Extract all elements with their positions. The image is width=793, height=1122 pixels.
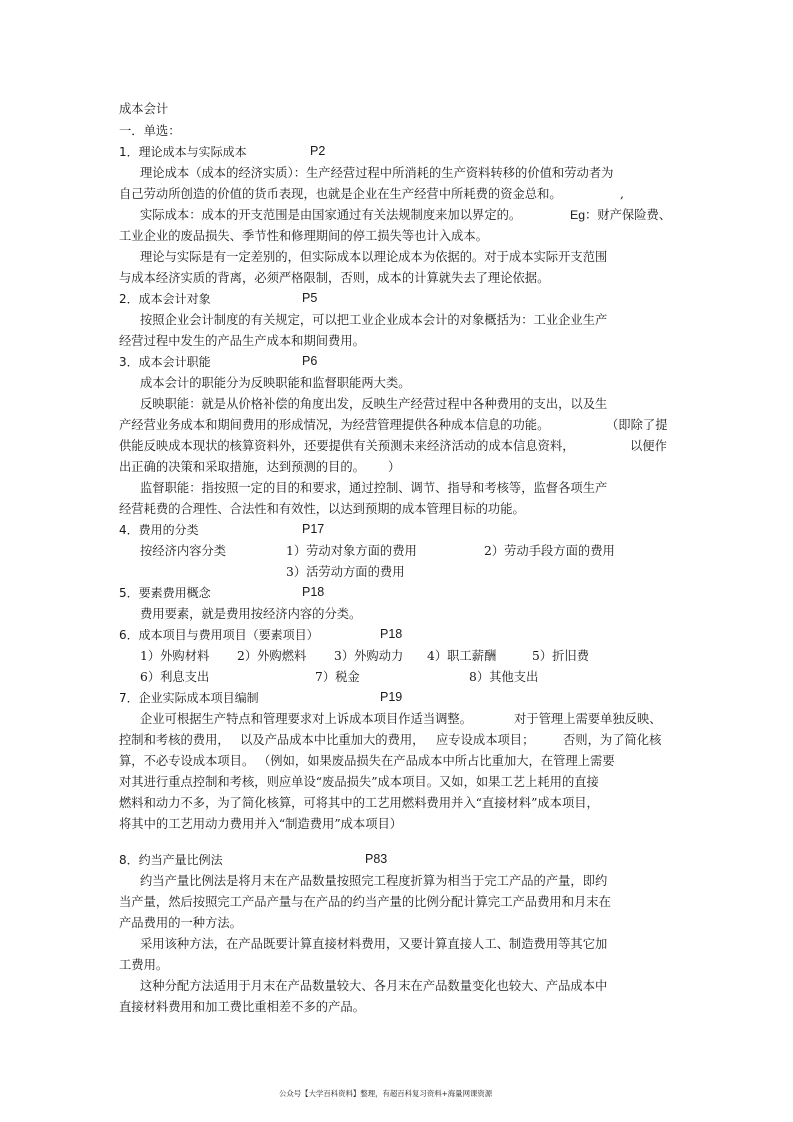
paragraph-line: 出正确的决策和采取措施，达到预测的目的。 — [119, 460, 365, 474]
item-heading: 6．成本项目与费用项目（要素项目） — [119, 628, 319, 642]
paragraph-line: 将其中的工艺用动力费用并入“制造费用”成本项目） — [119, 817, 403, 831]
paragraph-line: 自己劳动所创造的价值的货币表现，也就是企业在生产经营中所耗费的资金总和。 — [119, 187, 562, 201]
list-option: 6）利息支出 — [140, 670, 210, 684]
paragraph-line: 经营过程中发生的产品生产成本和期间费用。 — [119, 334, 365, 348]
list-option: 7）税金 — [315, 670, 360, 684]
page-ref: P6 — [302, 354, 318, 368]
item-heading: 2．成本会计对象 — [119, 292, 211, 306]
paragraph-line: 理论与实际是有一定差别的，但实际成本以理论成本为依据的。对于成本实际开支范围 — [140, 250, 608, 264]
stray-mark: , — [620, 187, 624, 201]
paragraph-line: 监督职能：指按照一定的目的和要求，通过控制、调节、指导和考核等，监督各项生产 — [140, 481, 608, 495]
paragraph-line: 采用该种方法，在产品既要计算直接材料费用，又要计算直接人工、制造费用等其它加 — [140, 937, 608, 951]
page-ref: P83 — [365, 852, 388, 866]
paragraph-line: 理论成本（成本的经济实质）：生产经营过程中所消耗的生产资料转移的价值和劳动者为 — [140, 166, 614, 180]
paragraph-line: 成本会计的职能分为反映职能和监督职能两大类。 — [140, 376, 411, 390]
paragraph-line: 否则，为了简化核 — [563, 733, 662, 747]
item-heading: 3．成本会计职能 — [119, 355, 211, 369]
paragraph-line: 供能反映成本现状的核算资料外， — [119, 439, 304, 453]
paragraph-line: 应专设成本项目； — [436, 733, 535, 747]
paragraph-line: 约当产量比例法是将月末在产品数量按照完工程度折算为相当于完工产品的产量，即约 — [140, 874, 608, 888]
paragraph-line: 以及产品成本中比重加大的费用， — [240, 733, 425, 747]
item-heading: 5．要素费用概念 — [119, 586, 211, 600]
page-footer: 公众号【大学百科资料】整理，有超百科复习资料+海量网课资源 — [279, 1089, 493, 1098]
page-ref: P18 — [302, 585, 325, 599]
paragraph-line: 对其进行重点控制和考核，则应单设“废品损失”成本项目。又如，如果工艺上耗用的直接 — [119, 775, 599, 789]
list-option: 4）职工薪酬 — [427, 649, 497, 663]
list-option: 2）劳动手段方面的费用 — [484, 544, 615, 558]
item-heading: 8．约当产量比例法 — [119, 853, 223, 867]
paragraph-line: ） — [388, 460, 401, 474]
paragraph-line: 工费用。 — [119, 958, 169, 972]
paragraph-line: 燃料和动力不多，为了简化核算，可将其中的工艺用燃料费用并入“直接材料”成本项目， — [119, 796, 599, 810]
paragraph-line: （即除了提 — [606, 418, 668, 432]
list-option: 1）外购材料 — [140, 649, 210, 663]
paragraph-line: 按照企业会计制度的有关规定，可以把工业企业成本会计的对象概括为：工业企业生产 — [140, 313, 608, 327]
paragraph-line: 实际成本：成本的开支范围是由国家通过有关法规制度来加以界定的。 — [140, 208, 522, 222]
paragraph-line: 产品费用的一种方法。 — [119, 916, 242, 930]
paragraph-line: 控制和考核的费用， — [119, 733, 230, 747]
item-heading: 4．费用的分类 — [119, 523, 199, 537]
page-ref: P19 — [380, 690, 403, 704]
paragraph-line: 经营耗费的合理性、合法性和有效性，以达到预期的成本管理目标的功能。 — [119, 502, 525, 516]
item-heading: 1．理论成本与实际成本 — [119, 145, 247, 159]
page-ref: P18 — [380, 627, 403, 641]
page-ref: P2 — [310, 144, 326, 158]
section-heading: 一．单选： — [119, 124, 181, 138]
paragraph-line: 直接材料费用和加工费比重相差不多的产品。 — [119, 1000, 365, 1014]
paragraph-line: 这种分配方法适用于月末在产品数量较大、各月末在产品数量变化也较大、产品成本中 — [140, 979, 608, 993]
paragraph-line: Eg：财产保险费、 — [570, 208, 672, 222]
paragraph-line: 产经营业务成本和期间费用的形成情况，为经营管理提供各种成本信息的功能。 — [119, 418, 550, 432]
list-option: 8）其他支出 — [469, 670, 539, 684]
list-option: 3）活劳动方面的费用 — [286, 565, 405, 579]
list-option: 1）劳动对象方面的费用 — [286, 544, 417, 558]
paragraph-line: 企业可根据生产特点和管理要求对上诉成本项目作适当调整。 — [140, 712, 473, 726]
list-option: 2）外购燃料 — [237, 649, 307, 663]
document-title: 成本会计 — [119, 102, 169, 116]
classification-label: 按经济内容分类 — [140, 544, 227, 558]
paragraph-line: 费用要素，就是费用按经济内容的分类。 — [140, 607, 362, 621]
paragraph-line: （例如，如果废品损失在产品成本中所占比重加大，在管理上需要 — [258, 754, 615, 768]
paragraph-line: 对于管理上需要单独反映、 — [514, 712, 662, 726]
page-ref: P5 — [302, 291, 318, 305]
list-option: 5）折旧费 — [532, 649, 590, 663]
paragraph-line: 当产量，然后按照完工产品产量与在产品的约当产量的比例分配计算完工产品费用和月末在 — [119, 895, 611, 909]
list-option: 3）外购动力 — [334, 649, 404, 663]
paragraph-line: 反映职能：就是从价格补偿的角度出发，反映生产经营过程中各种费用的支出，以及生 — [140, 397, 608, 411]
item-heading: 7．企业实际成本项目编制 — [119, 691, 259, 705]
page-ref: P17 — [302, 522, 325, 536]
paragraph-line: 与成本经济实质的背离，必须严格限制，否则，成本的计算就失去了理论依据。 — [119, 271, 550, 285]
paragraph-line: 工业企业的废品损失、季节性和修理期间的停工损失等也计入成本。 — [119, 229, 488, 243]
paragraph-line: 算，不必专设成本项目。 — [119, 754, 255, 768]
paragraph-line: 以便作 — [630, 439, 667, 453]
paragraph-line: 还要提供有关预测未来经济活动的成本信息资料， — [304, 439, 575, 453]
